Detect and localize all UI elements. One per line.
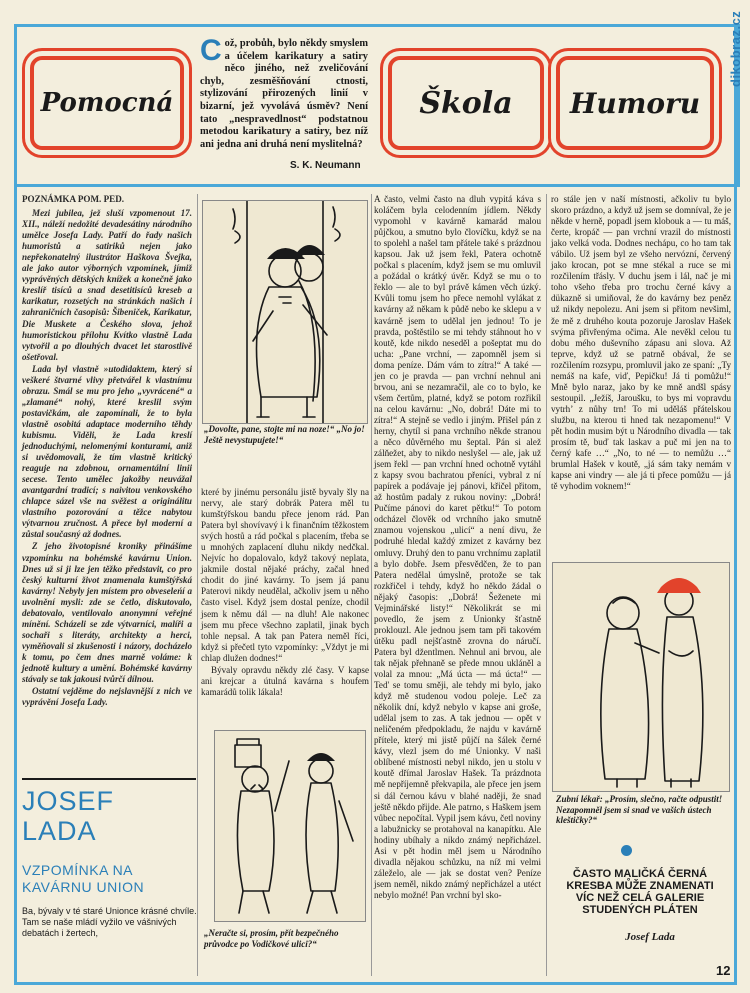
street-guide-cartoon xyxy=(215,731,365,921)
note-paragraph: Mezi jubilea, jež sluší vzpomenout 17. XII., náleží nedožité devadesátiny národního umělce Josefa Lady. Patří do řady našich humoristů a satiriků nejen jako nepřekonatelný ilustrátor Haškova Švejka, ale jako autor výborných vzpomínek, jímiž vyprávěných dětských knížek a konečně jako kreslíř tisíců a snad desetitisíců kreseb a karikatur, rozsetých na stránkách našich i zahraničních časopisů: Šibeniček, Karikatur, Die Muskete a Českého slova, jehož humoristickou přílohu Kvítko vlastně Lada vytvořil a po dlouhých dvacet let starostlivě ošetřoval. xyxy=(22,208,192,362)
signature: Josef Lada xyxy=(625,931,675,943)
illustration-tram xyxy=(202,200,368,424)
illustration-street-guide xyxy=(214,730,366,922)
article-paragraph: A často, velmi často na dluh vypitá káva s koláčem byla celodenním jídlem. Někdy vypomohl v kavárně kamarád malou půjčkou, a smutno bylo človíčku, když se na to spolehl a našel tam přátele také s prázdnou kapsou. Jak už jsem řekl, Patera ochotně počkal s placením, když jsem se mu omluvil a požádal o krátký úvěr. Když se mu o to řeklo — ale to byl právě kámen věch úzký. Kvůli tomu jsem ho přece nemohl vylákat z kavárny až někam k půdě nebo ke sklepu a v kavárně jsem to udělal jen jednou! To je pravda, poštěstilo se mi tehdy stáhnout ho v koutě, kde nikdo neseděl a pošeptat mu do ucha: „Pane vrchní, — zapomněl jsem si doma peníze. Dám vám to zítra!“ A také — jen co je pravda — pan vrchní nehnul ani brvou, ani se nezamračil, ale co to bylo, ke všem čertům, platné, když se potom rozřikíl na celou kavárnu: „No, dobrá! Dáte mi to zítra!“ A stejně se vedlo i jiným. Přišel pán z herny, chytíl si pana vrchního někde stranou a něco důvěrného mu šeptal. Pán si alež zálňežet, aby to nikdo neslyšel — ale, jak už jsem řekl — pan vrchní hned ochotně vytáhl z kapsy svou bachratou přeníci, vybral z ní papírek a podávaje jej pánovi, křičel přitom, až hostům padaly z rukou noviny: „Dobrá! Pučíme pánovi do karet pětku!“ To potom odcházel člověk od vrchního jako smutně znamou vojenskou „ulicí“ a není divu, že podruhé hledal každý zmizet z kavárny bez omluvy. Druhý den to panu vrchnímu zaplatil a bylo dobře. Jsem přesvědčen, že to pan Patera nedělal úmyslně, protože se tak rozkřičel i tehdy, když ho někdo žádal o nějaký časopis: „Dobrá! Šeženete mi Vejminářské listy!“ Několikrát se mi povedlo, že jsem z Unionky šťastně proklouzl. Ale jednou jsem tam při takovém útěku padl nejšťastně zrovna do náručí. Patera byl džentlmen. Nehnul ani brvou, ale tak nějak přehnaně se přede mnou ukláněl a volal za mnou: „Má úcta — má úcta!“ — Ted' se tomu směji, ale tehdy mi bylo, jako když mě studenou vodou poleje. Leč za několik dní, když nebylo v kapse ani groše, udělal jsem to zas. A tak jednou — opět v neličeném předpokladu, že najdu v kavárně přítele, který mi jistě půjčí na šálek černé kávy, vlezl jsem do mé Unionky. V naši oblíbené místnosti nebyl nikdo, jen u stolu v koutě dřímal Jaroslav Hašek. Ta prázdnota mě nepříjemně překvapila, ale přece jen jsem si dál černou kávu v blahé naději, že snad ještě někdo přijde. Ale patrno, s Haškem jsem vůbec nepočítal. Vypil jsem kávu, četl noviny a labužnicky se protahoval na kanapítku. Ale hodiny ubíhaly a nikdo známý nepřicházel. Asi v pět hodin měl jsem u Národního divadla nějakou schůzku, na níž mi velmi záleželo, ale — jak se dostat ven? Peníze jsem neměl, nikdo známý nepřicházel a utéct nebylo možné! Pan vrchní byl sko- xyxy=(374,194,541,900)
frame-divider xyxy=(14,184,737,187)
quote-author: S. K. Neumann xyxy=(290,160,361,171)
section-rule xyxy=(22,778,196,780)
article-column-3 xyxy=(374,194,541,902)
article-title-block xyxy=(22,786,197,971)
bullet-dot xyxy=(621,845,632,856)
editorial-note xyxy=(22,194,192,709)
article-column-4 xyxy=(551,194,731,493)
tram-cartoon xyxy=(203,201,367,423)
article-intro: Ba, bývaly v té staré Unionce krásné chvíle. Tam se naše mládí vyžilo ve vášnivých debatách i žertech, xyxy=(22,906,197,938)
epigraph-quote xyxy=(200,34,368,151)
author-first-name: JOSEF xyxy=(22,786,115,816)
article-title: VZPOMÍNKA NA KAVÁRNU UNION xyxy=(22,862,145,895)
author-last-name: LADA xyxy=(22,816,97,846)
brand-watermark: dikobraz.cz xyxy=(728,10,743,88)
article-paragraph: Bývaly opravdu někdy zlé časy. V kapse ani krejcar a útulná kavárna s houfem kamarádů tolik lákala! xyxy=(201,664,369,697)
article-paragraph: ro stále jen v naší místnosti, ačkoliv tu bylo skoro prázdno, a když už jsem se domníval, že je někde v herně, popadl jsem klobouk a — tu máš, čerte, kropáč — pan vrchní vrazil do místnosti jako velká voda. Dodnes nechápu, co ho tam tak vábilo. Už jsem byl ze všeho nervózní, červený jako krocan, pot se mne stékal a ruce se mi rozčilením třásly. V duchu jsem i lál, nač je mi toho všeho třeba pro trochu černé kávy a dükazně si umiňoval, že do kavárny bez peněz už nikdy nepolezu. Ani jsem si přitom nevšiml, že mě z druhého kouta pozoruje Jaroslav Hašek svýma přivřenýma očima. Ale nevěkl celou tu dobu mého duševního zápasu ani slova. Až teprve, když už se patrně obával, že se rozčilením rozsypu, promluvil jako ze spaní: „Ty nemáš na kafe, viď, Pepičku! Já ti pomůžu!“ Mně bylo naraz, jako by ke mně andšl spásy sestoupil. „Ježíš, Jaroušku, to bys mi vopravdu vytrh’ z nůhy trn! To mi uděláš přátelskou službu, na kterou ti hned tak nezapomenu!“ V pět hodin musim být u Národního divadla — tak prosím tě, buď tak laskav a puč mi jen na to černý kafe …“ „No, to né — to nemůžu …“ brumlal Hašek v koutě, „já sám taky nemám v kapse ani vindry — ale já ti přece pomůžu — já tě vyhodim voknem!“ xyxy=(551,194,731,492)
caption-tram: „Dovolte, pane, stojte mi na noze!“ „No jo! Ještě nevystupujete!“ xyxy=(204,424,365,445)
column-separator xyxy=(546,194,547,976)
title-word-2: Škola xyxy=(388,56,544,150)
caption-dentist: Zubní lékař: „Prosím, slečno, račte odpustit! Nezapomněl jsem si snad ve vašich ústech kleštičky?“ xyxy=(556,794,723,825)
column-separator xyxy=(371,194,372,976)
drop-cap: C xyxy=(200,34,222,67)
frame-left xyxy=(14,24,17,984)
title-word-3: Humoru xyxy=(556,56,714,150)
dentist-cartoon xyxy=(553,563,729,791)
frame-right xyxy=(734,24,737,984)
closing-statement: ČASTO MALIČKÁ ČERNÁ KRESBA MŮŽE ZNAMENATI VÍC NEŽ CELÁ GALERIE STUDENÝCH PLÁTEN xyxy=(566,868,714,916)
illustration-dentist xyxy=(552,562,730,792)
caption-street-guide: „Neračte si, prosím, přít bezpečného průvodce po Vodičkové ulici?“ xyxy=(204,928,339,949)
frame-bottom xyxy=(14,982,737,985)
page-number: 12 xyxy=(716,963,731,978)
note-paragraph: Ostatní vejděme do nejslavnější z nich ve vyprávění Josefa Lady. xyxy=(22,686,192,708)
article-column-2 xyxy=(201,487,369,699)
column-separator xyxy=(197,194,198,976)
note-paragraph: Z jeho životopisné kroniky přinášíme vzpomínku na bohémské kavárnu Union. Dnes už si ji lze jen těžko představit, co pro český kulturní život znamenala kumštýřská kavárny! Nebyly jen místem pro obveseleńí a uvolnění mysli: zde se četlo, diskutovalo, debatovalo, ventilovalo anonymní veřejné mínění. Scházeli se zde výtvarníci, malíři a sochaři s literáty, architekty a herci, vyměňovali si zkušenosti i názory, docházelo k tomu, po čem dnes marně voláme: k jednotě kultury a umění. Bohémské kavárny stávaly se tak jakousi tvůrčí dílnou. xyxy=(22,541,192,685)
note-heading: POZNÁMKA POM. PED. xyxy=(22,194,125,204)
article-paragraph: které by jinému personálu jistě byvaly šly na nervy, ale starý dobrák Patera měl tu kumštýřskou bandu přece jenom rád. Pan Patera byl shovívavý i k finančním těžkostem svých hostů a rád počkal s placením, třeba se u mnohých zaplacení dluhu nikdy nedčkal. Nejvíc ho dopalovalo, když takový neplata, jakmile dostal nějaké práchy, začal hned chodit do jiné kavárny. To jsem já panu Paterovi nikdy neudělal, ačkoliv jsem u něho často visel. Když jsem dostal peníze, chodil jsem k němu dál — na dluh! Ale nakonec jsem mu přece všechno zaplatil, jinak bych tohle nepsal. A tak pan Patera neměl říci, když si přečetl tyto vzpomínky: „Vždyt je mi chlap dlužen dodnes!“ xyxy=(201,487,369,663)
note-paragraph: Lada byl vlastně »utodidaktem, který si veškeré štvarné vlivy přetvářel k vlastnímu obrazu. Smál se mu pro jeho „vyvrácené“ a „zlamané“ nohý, které kreslil svým postavičkám, ale zapomínali, že to byla vlastně osobitá adaptace moderního těhdy kubismu. Viděli, že Lada kreslí jednoduchými, nelomenými konturami, aniž si uvědomovali, že tím vlastně kritický reaguje na zdobnou, ornamentální linii secese. Tento umělec jakožby neuvážal avantgardní tradicí; s naivitou venkovského chlapce sázel vše na svěžest a originálitu vlastního pozorování a těžce nabytou výtvarnou zručnost. A přece byl moderní a zůstal současný až dodnes. xyxy=(22,363,192,540)
title-word-1: Pomocná xyxy=(30,56,184,150)
quote-text: ož, probůh, bylo někdy smyslem a účelem karikatury a satiry něco jiného, než zveličování chyb, zesměšňování ctnosti, stylizování přirozených linií v bizarní, jež vyvolává úsměv? Není tato „nespravedlnost“ podstatnou metodou karikatury a satiry, bez níž ani jedna ani druhá není myslitelná? xyxy=(200,38,368,150)
